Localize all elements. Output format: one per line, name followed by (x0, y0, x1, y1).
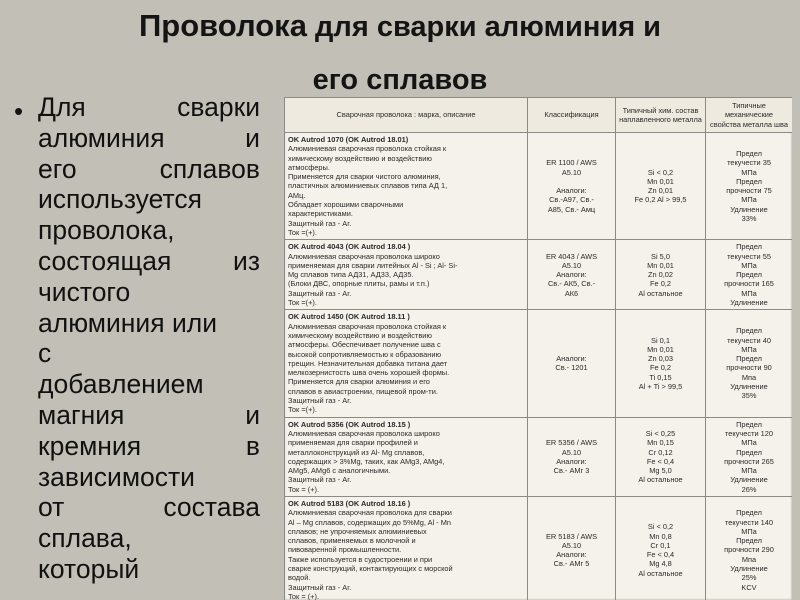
wire-name: OK Autrod 1070 (OK Autrod 18.01) (288, 135, 409, 144)
cell-line: сплавов, применяемых в молочной и (288, 536, 416, 546)
cell-line: Fe < 0,4 (646, 456, 675, 466)
cell-line: характеристиками. (288, 209, 353, 219)
cell-line: Аналоги: (556, 550, 587, 560)
cell-line: текучести 55 (727, 251, 771, 261)
bullet-line: от состава (38, 492, 260, 523)
cell-line: (Блоки ДВС, опорные плиты, рамы и т.п.) (288, 279, 430, 289)
cell-line: МПа (741, 526, 757, 536)
bullet-line: Для сварки (38, 92, 260, 122)
cell-classification (528, 496, 616, 600)
cell-line: Защитный газ - Ar. (288, 218, 352, 228)
cell-line: МПа (741, 167, 757, 177)
header-chemistry: Типичный хим. состав наплавленного металла (616, 98, 706, 133)
cell-line: прочности 265 (724, 456, 774, 466)
title-line-2: его сплавов (312, 64, 488, 96)
cell-line: атмосферы. (288, 162, 330, 172)
cell-line: пластичных алюминиевых сплавов типа АД 1, (288, 181, 448, 191)
cell-line: применяемая для сварки профилей и (288, 438, 418, 448)
cell-line: пивоваренной промышленности. (288, 545, 402, 555)
cell-line: ER 4043 / AWS (545, 251, 598, 261)
title-line-1-rest: для сварки алюминия и (306, 11, 661, 43)
cell-line: Al остальное (638, 568, 683, 578)
cell-line: Al – Mg сплавов, содержащих до 5%Mg, Al - Mn (288, 517, 452, 527)
title-line-1 (0, 6, 800, 46)
cell-line: Ток =(+). (288, 298, 317, 308)
cell-line: текучести 140 (725, 517, 773, 527)
slide-title (0, 6, 800, 100)
cell-line: Fe 0,2 (650, 279, 671, 289)
table-body (285, 133, 793, 600)
cell-line: Al остальное (638, 475, 683, 485)
cell-line: Алюминиевая сварочная проволока стойкая к (288, 144, 447, 154)
cell-line: Al + Ti > 99,5 (638, 382, 683, 392)
cell-line: Защитный газ - Ar. (288, 396, 352, 406)
wire-name: OK Autrod 5356 (OK Autrod 18.15 ) (288, 419, 411, 429)
cell-line: Mg 5,0 (649, 466, 672, 476)
cell-line: Обладает хорошими сварочными (288, 200, 404, 210)
cell-line: Мпа (741, 372, 757, 382)
cell-line: Предел (736, 148, 762, 158)
cell-line: химическому воздействию и воздействию (288, 153, 432, 163)
cell-line: Св.- АМг 5 (553, 559, 590, 569)
cell-line: A5.10 (561, 167, 582, 177)
cell-line: Mn 0,01 (647, 176, 674, 186)
cell-classification (528, 417, 616, 496)
cell-line: Ток =(+). (288, 405, 317, 415)
bullet-line: алюминия или (38, 307, 218, 338)
cell-line: Si < 0,2 (647, 522, 674, 532)
cell-description (285, 133, 528, 240)
cell-line: Алюминиевая сварочная проволока для сварки (288, 508, 452, 518)
cell-line: A5.10 (561, 260, 582, 270)
cell-classification (528, 310, 616, 417)
cell-line: Cr 0,1 (650, 540, 671, 550)
header-classification: Классификация (528, 98, 616, 133)
cell-line: Предел (736, 242, 762, 252)
cell-chemistry (616, 240, 706, 310)
cell-line: Fe 0,2 Al > 99,5 (634, 195, 687, 205)
cell-line: Удлинение (730, 382, 768, 392)
cell-line: Mn 0,01 (647, 260, 674, 270)
bullet-line: добавлением (38, 369, 204, 400)
cell-line: Защитный газ - Ar. (288, 582, 352, 592)
wire-table-image (284, 97, 792, 600)
cell-line: ER 5356 / AWS (545, 438, 598, 448)
cell-line: применяемая для сварки литейных Al - Si ; Al- Si- (288, 260, 458, 270)
cell-classification (528, 240, 616, 310)
cell-line: Предел (736, 447, 762, 457)
cell-line: Применяется для сварки чистого алюминия, (288, 172, 441, 182)
cell-line: МПа (741, 438, 757, 448)
cell-line: текучести 35 (727, 158, 771, 168)
cell-line: металлоконструкций из Al- Mg сплавов, (288, 447, 425, 457)
table-row (285, 496, 793, 600)
cell-mechanical (706, 310, 793, 417)
cell-line: Mn 0,15 (647, 438, 674, 448)
cell-line: Al остальное (638, 288, 683, 298)
cell-line: Zn 0,02 (647, 270, 674, 280)
cell-line: Предел (736, 270, 762, 280)
cell-line: Алюминиевая сварочная проволока широко (288, 251, 440, 261)
title-bold-word: Проволока (139, 8, 307, 43)
cell-line: 33% (741, 214, 757, 224)
cell-line: Алюминиевая сварочная проволока широко (288, 428, 440, 438)
cell-line: 25% (741, 573, 757, 583)
cell-description (285, 417, 528, 496)
cell-line: Удлинение (730, 298, 768, 308)
table-row (285, 310, 793, 417)
cell-line: трещин. Незначительная добавка титана дает (288, 358, 448, 368)
bullet-line: сплава, (38, 523, 132, 554)
table-row (285, 240, 793, 310)
cell-line: Cr 0,12 (648, 447, 673, 457)
cell-line: Аналоги: (556, 270, 587, 280)
cell-line: текучести 120 (725, 428, 773, 438)
bullet-line: зависимости (38, 461, 195, 492)
cell-line: АМц. (288, 190, 306, 200)
cell-line: МПа (741, 260, 757, 270)
cell-line: A5.10 (561, 447, 582, 457)
cell-line (531, 177, 612, 186)
cell-line: Ток = (+). (288, 484, 319, 494)
cell-line: водой. (288, 573, 311, 583)
cell-line: прочности 75 (726, 186, 772, 196)
cell-line: Предел (736, 354, 762, 364)
cell-line: Ток =(+). (288, 227, 317, 237)
cell-chemistry (616, 310, 706, 417)
bullet-line: чистого (38, 276, 131, 307)
cell-line: Св.- 1201 (555, 363, 588, 373)
cell-line: Ti 0,15 (649, 372, 672, 382)
bullet-line: кремния в (38, 430, 260, 461)
bullet-line: магния и (38, 399, 260, 430)
bullet-line: используется (38, 184, 202, 215)
bullet-text (38, 92, 260, 585)
cell-line: сварке конструкций, контактирующих с морской (288, 564, 453, 574)
bullet-line: алюминия и (38, 122, 260, 153)
cell-description (285, 240, 528, 310)
cell-line: химическому воздействию и воздействию (288, 330, 432, 340)
cell-line: текучести 40 (727, 335, 771, 345)
wire-name: OK Autrod 4043 (OK Autrod 18.04 ) (288, 242, 411, 252)
table-row (285, 417, 793, 496)
cell-line: ER 5183 / AWS (545, 531, 598, 541)
cell-line: Si 5,0 (651, 251, 670, 261)
cell-line: Si < 0,2 (647, 167, 674, 177)
cell-line: Предел (736, 536, 762, 546)
cell-line: Mn 0,8 (649, 531, 672, 541)
cell-line: Предел (736, 419, 762, 429)
cell-line: 35% (741, 391, 757, 401)
cell-line: высокой сопротивляемостью к образованию (288, 349, 441, 359)
cell-line: МПа (741, 344, 757, 354)
cell-line: Св.-А97, Св.- (549, 195, 594, 205)
cell-mechanical (706, 417, 793, 496)
cell-line: А85, Св.- Амц (547, 204, 596, 214)
cell-chemistry (616, 496, 706, 600)
cell-line: сплавов; не упрочняемых алюминиевых (288, 526, 427, 536)
bullet-line: проволока, (38, 215, 175, 246)
bullet-line: его сплавов (38, 153, 260, 184)
cell-line: Удлинение (730, 204, 768, 214)
cell-mechanical (706, 240, 793, 310)
cell-line: прочности 165 (724, 279, 774, 289)
cell-line: содержащих > 3%Mg, таких, как AMg3, AMg4, (288, 456, 445, 466)
cell-line: Zn 0,01 (647, 186, 674, 196)
cell-line: A5.10 (561, 540, 582, 550)
bullet-line: с (38, 338, 52, 369)
bullet-line: который (38, 553, 140, 584)
wire-name: OK Autrod 1450 (OK Autrod 18.11 ) (288, 312, 410, 322)
cell-line: Св.- АК5, Св.- (547, 279, 596, 289)
cell-line: Применяется для сварки алюминия и его (288, 377, 430, 387)
bullet-line: состоящая из (38, 245, 260, 276)
cell-line: Si < 0,25 (645, 428, 676, 438)
table-row (285, 133, 793, 240)
cell-classification (528, 133, 616, 240)
cell-line: 26% (741, 484, 757, 494)
bullet-marker: • (14, 96, 24, 126)
cell-line: Предел (736, 326, 762, 336)
wire-name: OK Autrod 5183 (OK Autrod 18.16 ) (288, 498, 411, 508)
cell-line: Аналоги: (556, 186, 587, 196)
header-wire: Сварочная проволока : марка, описание (285, 98, 528, 133)
cell-line: МПа (741, 195, 757, 205)
cell-line: сплавов в авиастроении, пищевой пром-ти. (288, 386, 438, 396)
cell-line: прочности 90 (726, 363, 772, 373)
cell-line: МПа (741, 466, 757, 476)
cell-line: Св.- АМг 3 (553, 466, 590, 476)
cell-line: Защитный газ - Ar. (288, 475, 352, 485)
cell-line: Удлинение (730, 564, 768, 574)
cell-mechanical (706, 496, 793, 600)
cell-line: Защитный газ - Ar. (288, 288, 352, 298)
cell-line: Аналоги: (556, 354, 587, 364)
cell-line: Si 0,1 (651, 335, 670, 345)
table-header-row (285, 98, 793, 133)
cell-line: Аналоги: (556, 456, 587, 466)
cell-line: прочности 290 (724, 545, 774, 555)
cell-line: АК6 (564, 288, 579, 298)
cell-line: Fe < 0,4 (646, 550, 675, 560)
cell-line: Mg 4,8 (649, 559, 672, 569)
cell-line: Mn 0,01 (647, 344, 674, 354)
cell-description (285, 310, 528, 417)
cell-line: Предел (736, 508, 762, 518)
cell-line: ER 1100 / AWS (546, 158, 597, 168)
cell-mechanical (706, 133, 793, 240)
cell-line: Fe 0,2 (650, 363, 671, 373)
cell-chemistry (616, 417, 706, 496)
cell-chemistry (616, 133, 706, 240)
cell-line: атмосферы. Обеспечивает получение шва с (288, 340, 441, 350)
cell-description (285, 496, 528, 600)
cell-line: KCV (741, 582, 757, 592)
cell-line: Мпа (741, 554, 757, 564)
cell-line: Также используется в судостроении и при (288, 554, 433, 564)
cell-line: Ток = (+). (288, 591, 319, 600)
cell-line: МПа (741, 288, 757, 298)
cell-line: Mg сплавов типа АД31, АД33, АД35. (288, 270, 414, 280)
cell-line: Удлинение (730, 475, 768, 485)
cell-line: Алюминиевая сварочная проволока стойкая к (288, 321, 447, 331)
wire-table (284, 97, 792, 600)
header-mechanical: Типичные механические свойства металла шва (706, 98, 793, 133)
cell-line: Предел (736, 176, 762, 186)
cell-line: AMg5, AMg6 с аналогичными. (288, 466, 391, 476)
cell-line: Zn 0,03 (647, 354, 674, 364)
cell-line: мелкозернистость шва очень хорошей формы. (288, 368, 450, 378)
